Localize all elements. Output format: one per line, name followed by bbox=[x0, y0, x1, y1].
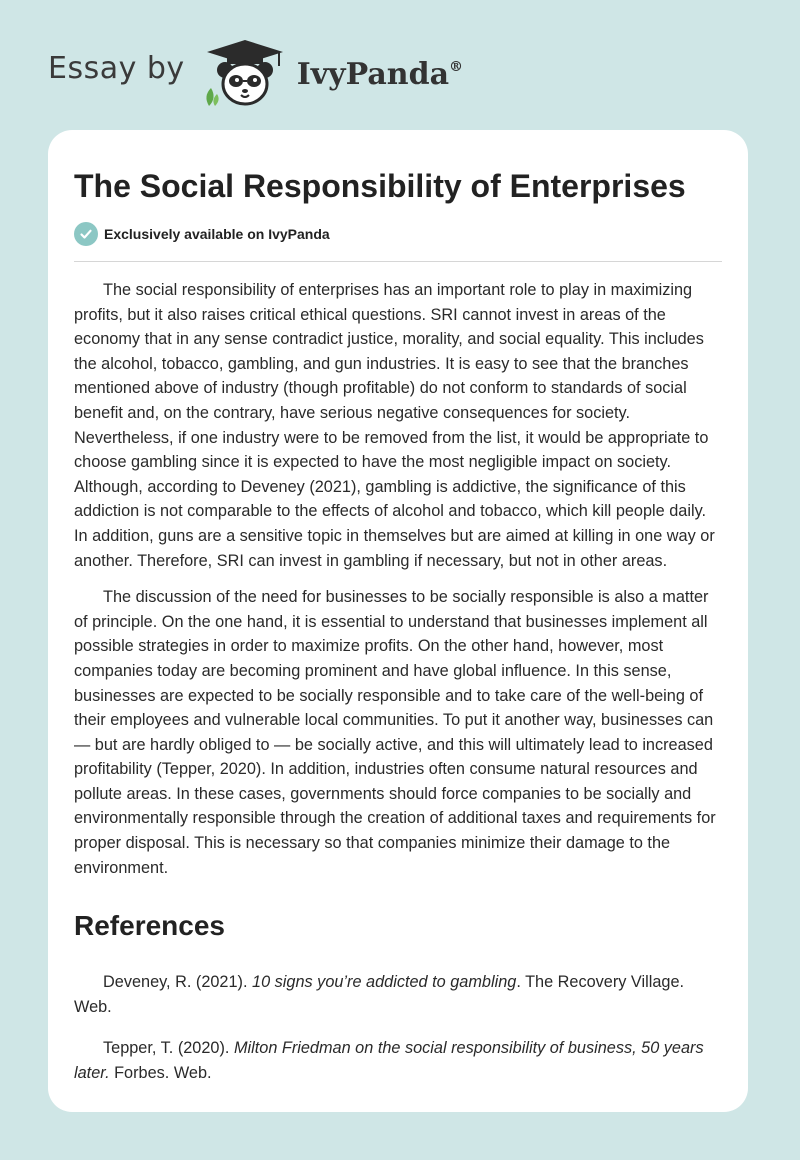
check-icon bbox=[74, 222, 98, 246]
exclusive-label: Exclusively available on IvyPanda bbox=[104, 226, 330, 242]
paragraph: The social responsibility of enterprises has an important role to play in maximizing profits, but it also raises critical ethical questions. SRI cannot invest in areas of the economy that in any sense contradict justice, morality, and social equality. This includes the alcohol, tobacco, gambling, and gun industries. It is easy to see that the branches mentioned above of industry (though profitable) do not conform to standards of social benefit and, on the contrary, have serious negative consequences for society. Nevertheless, if one industry were to be removed from the list, it would be appropriate to choose gambling since it is expected to have the most negligible impact on society. Although, according to Deveney (2021), gambling is addictive, the significance of this addiction is not comparable to the effects of alcohol and tobacco, which kill people daily. In addition, guns are a sensitive topic in themselves but are aimed at killing in one way or another. Therefore, SRI can invest in gambling if necessary, but not in other areas. bbox=[74, 281, 715, 570]
reference-item: Deveney, R. (2021). 10 signs you’re addicted to gambling. The Recovery Village. Web. bbox=[74, 973, 685, 1016]
brand-name[interactable]: IvyPanda® bbox=[296, 56, 464, 92]
reference-work-title: Milton Friedman on the social responsibility of business, 50 years later. bbox=[74, 1039, 704, 1082]
reference-work-title: 10 signs you’re addicted to gambling bbox=[252, 973, 517, 991]
reference-item: Tepper, T. (2020). Milton Friedman on the social responsibility of business, 50 years later. Forbes. Web. bbox=[74, 1039, 704, 1082]
panda-logo-icon[interactable] bbox=[199, 36, 291, 108]
title-divider bbox=[74, 261, 722, 262]
page-title: The Social Responsibility of Enterprises bbox=[74, 168, 686, 204]
essay-body bbox=[74, 278, 724, 892]
references-heading: References bbox=[74, 910, 225, 941]
essay-by-label: Essay by bbox=[48, 50, 185, 86]
registered-mark: ® bbox=[449, 58, 464, 75]
references-list bbox=[74, 970, 724, 1102]
exclusive-badge bbox=[74, 222, 330, 246]
site-header bbox=[48, 36, 463, 108]
essay-card bbox=[48, 130, 748, 1112]
paragraph: The discussion of the need for businesses to be socially responsible is also a matter of principle. On the one hand, it is essential to understand that businesses implement all possible strategies in order to maximize profits. On the other hand, however, most companies today are becoming prominent and have global influence. In this sense, businesses are expected to be socially responsible and to take care of the well-being of their employees and vulnerable local communities. To put it another way, businesses can — but are hardly obliged to — be socially active, and this will ultimately lead to increased profitability (Tepper, 2020). In addition, industries often consume natural resources and pollute areas. In these cases, governments should force companies to be socially and environmentally responsible through the creation of additional taxes and requirements for proper disposal. This is necessary so that companies minimize their damage to the environment. bbox=[74, 588, 716, 877]
